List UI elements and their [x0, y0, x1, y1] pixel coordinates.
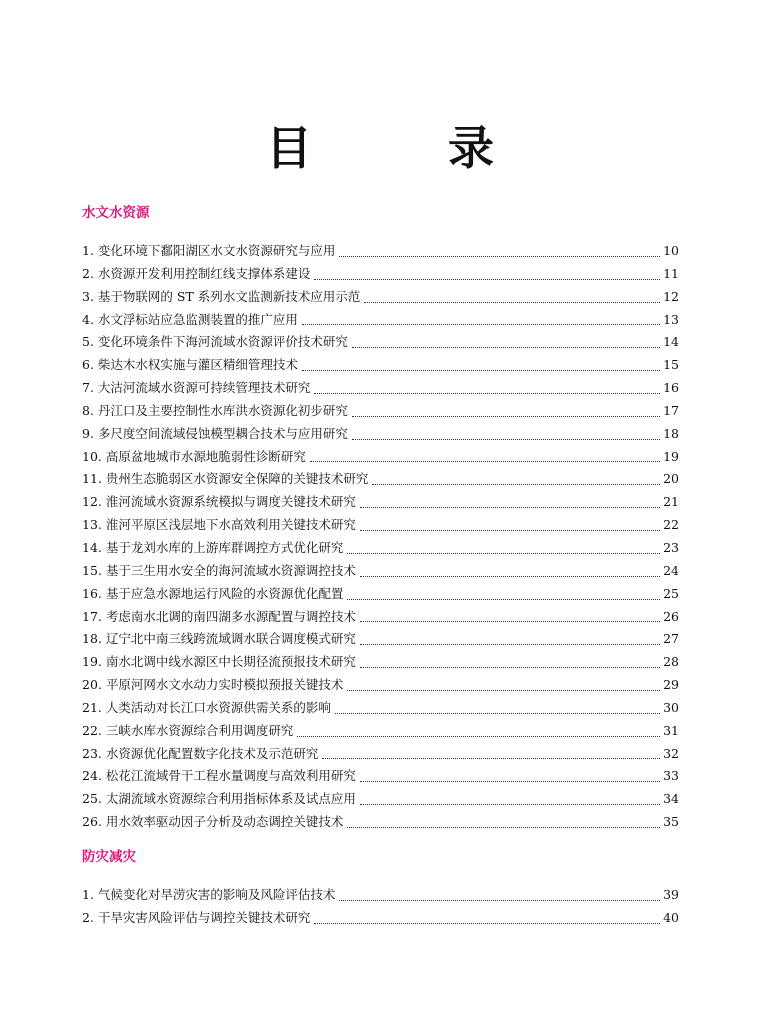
toc-entry-title: 1. 变化环境下鄱阳湖区水文水资源研究与应用: [82, 243, 336, 258]
toc-entry-title: 5. 变化环境条件下海河流域水资源评价技术研究: [82, 334, 348, 350]
dot-leader: [347, 690, 660, 691]
toc-entry[interactable]: [82, 811, 679, 834]
toc-entry-page-number: 12: [663, 288, 679, 304]
toc-entry[interactable]: [82, 514, 679, 537]
toc-entry-page-number: 28: [663, 654, 679, 670]
toc-entry-title: 21. 人类活动对长江口水资源供需关系的影响: [82, 699, 331, 715]
toc-entry[interactable]: [82, 651, 679, 674]
dot-leader: [339, 900, 660, 901]
toc-entry[interactable]: [82, 884, 679, 907]
toc-entry[interactable]: [82, 560, 679, 583]
toc-entry[interactable]: [82, 720, 679, 743]
toc-entry-title: 8. 丹江口及主要控制性水库洪水资源化初步研究: [82, 402, 348, 418]
dot-leader: [302, 324, 660, 325]
toc-entry-title: 1. 气候变化对旱涝灾害的影响及风险评估技术: [82, 887, 336, 902]
toc-entry[interactable]: [82, 309, 679, 332]
toc-entry[interactable]: [82, 263, 679, 286]
toc-entry-page-number: 35: [663, 814, 679, 830]
toc-entry-page-number: 19: [663, 448, 679, 464]
dot-leader: [360, 621, 660, 622]
toc-entry-title: 13. 淮河平原区浅层地下水高效利用关键技术研究: [82, 517, 356, 533]
toc-entry-title: 10. 高原盆地城市水源地脆弱性诊断研究: [82, 448, 306, 464]
dot-leader: [360, 644, 660, 645]
toc-entry-title: 22. 三峡水库水资源综合利用调度研究: [82, 722, 294, 738]
toc-entry[interactable]: [82, 628, 679, 651]
toc-entry-title: 2. 干旱灾害风险评估与调控关键技术研究: [82, 909, 311, 925]
toc-entry[interactable]: [82, 286, 679, 309]
toc-entry-title: 19. 南水北调中线水源区中长期径流预报技术研究: [82, 654, 356, 670]
toc-entry-title: 26. 用水效率驱动因子分析及动态调控关键技术: [82, 814, 344, 830]
dot-leader: [364, 302, 660, 303]
toc-entry[interactable]: [82, 788, 679, 811]
section-heading-disaster-prevention: 防灾减灾: [82, 849, 136, 865]
toc-entry-title: 12. 淮河流域水资源系统模拟与调度关键技术研究: [82, 494, 356, 510]
toc-entry-page-number: 39: [663, 887, 679, 902]
toc-entry-title: 4. 水文浮标站应急监测装置的推广应用: [82, 311, 298, 327]
toc-entry-title: 23. 水资源优化配置数字化技术及示范研究: [82, 745, 319, 761]
dot-leader: [335, 713, 660, 714]
dot-leader: [314, 393, 660, 394]
dot-leader: [360, 781, 660, 782]
toc-entry-page-number: 17: [663, 402, 679, 418]
toc-entry[interactable]: [82, 423, 679, 446]
toc-entry-title: 20. 平原河网水文水动力实时模拟预报关键技术: [82, 677, 344, 693]
dot-leader: [360, 804, 660, 805]
dot-leader: [310, 461, 660, 462]
toc-entry-page-number: 14: [663, 334, 679, 350]
toc-entry-page-number: 33: [663, 768, 679, 784]
toc-entry-title: 9. 多尺度空间流域侵蚀模型耦合技术与应用研究: [82, 425, 348, 441]
toc-entry-title: 6. 柴达木水权实施与灌区精细管理技术: [82, 357, 298, 373]
toc-entry[interactable]: [82, 537, 679, 560]
toc-entry-title: 18. 辽宁北中南三线跨流域调水联合调度模式研究: [82, 631, 356, 647]
toc-entry[interactable]: [82, 400, 679, 423]
toc-entry-page-number: 29: [663, 677, 679, 693]
section-heading-water-resources: 水文水资源: [82, 205, 150, 221]
toc-entry-page-number: 23: [663, 539, 679, 555]
toc-entry[interactable]: [82, 674, 679, 697]
toc-entry-page-number: 30: [663, 699, 679, 715]
toc-entry-page-number: 27: [663, 631, 679, 647]
dot-leader: [360, 507, 660, 508]
toc-entry-title: 15. 基于三生用水安全的海河流域水资源调控技术: [82, 562, 356, 578]
dot-leader: [360, 576, 660, 577]
toc-entry[interactable]: [82, 331, 679, 354]
dot-leader: [314, 923, 660, 924]
dot-leader: [372, 484, 660, 485]
toc-entry-page-number: 16: [663, 380, 679, 396]
toc-entry-title: 25. 太湖流域水资源综合利用指标体系及试点应用: [82, 791, 356, 807]
toc-entry[interactable]: [82, 697, 679, 720]
dot-leader: [297, 736, 660, 737]
toc-entry-page-number: 11: [663, 265, 679, 281]
dot-leader: [347, 599, 660, 600]
toc-entry-page-number: 22: [663, 517, 679, 533]
dot-leader: [322, 758, 660, 759]
toc-entry-page-number: 15: [663, 357, 679, 373]
dot-leader: [339, 256, 660, 257]
toc-entry-title: 11. 贵州生态脆弱区水资源安全保障的关键技术研究: [82, 471, 369, 487]
dot-leader: [347, 827, 660, 828]
toc-list-disaster-prevention: [82, 884, 679, 930]
toc-entry-page-number: 10: [663, 243, 679, 258]
toc-entry-title: 24. 松花江流域骨干工程水量调度与高效利用研究: [82, 768, 356, 784]
toc-entry-page-number: 25: [663, 585, 679, 601]
toc-entry-page-number: 40: [663, 909, 679, 925]
toc-entry-page-number: 32: [663, 745, 679, 761]
toc-list-water-resources: [82, 240, 679, 834]
toc-entry-title: 7. 大沽河流域水资源可持续管理技术研究: [82, 380, 311, 396]
toc-entry[interactable]: [82, 765, 679, 788]
toc-entry[interactable]: [82, 907, 679, 930]
toc-entry[interactable]: [82, 377, 679, 400]
toc-entry[interactable]: [82, 606, 679, 629]
toc-entry[interactable]: [82, 240, 679, 263]
dot-leader: [314, 279, 660, 280]
toc-entry-page-number: 34: [663, 791, 679, 807]
toc-entry[interactable]: [82, 743, 679, 766]
toc-entry-title: 14. 基于龙刘水库的上游库群调控方式优化研究: [82, 539, 344, 555]
toc-entry[interactable]: [82, 491, 679, 514]
toc-entry-page-number: 21: [663, 494, 679, 510]
toc-entry-title: 17. 考虑南水北调的南四湖多水源配置与调控技术: [82, 608, 356, 624]
toc-entry-page-number: 26: [663, 608, 679, 624]
toc-entry-page-number: 20: [663, 471, 679, 487]
dot-leader: [302, 370, 660, 371]
toc-entry[interactable]: [82, 354, 679, 377]
dot-leader: [352, 416, 660, 417]
toc-entry[interactable]: [82, 446, 679, 469]
dot-leader: [347, 553, 660, 554]
dot-leader: [360, 530, 660, 531]
toc-entry-title: 3. 基于物联网的 ST 系列水文监测新技术应用示范: [82, 288, 361, 304]
page-title: 目 录: [265, 121, 554, 175]
toc-entry-title: 2. 水资源开发利用控制红线支撑体系建设: [82, 265, 311, 281]
dot-leader: [352, 347, 660, 348]
toc-entry-page-number: 24: [663, 562, 679, 578]
toc-entry[interactable]: [82, 583, 679, 606]
toc-entry[interactable]: [82, 468, 679, 491]
dot-leader: [360, 667, 660, 668]
toc-entry-title: 16. 基于应急水源地运行风险的水资源优化配置: [82, 585, 344, 601]
toc-entry-page-number: 31: [663, 722, 679, 738]
dot-leader: [352, 439, 660, 440]
toc-entry-page-number: 18: [663, 425, 679, 441]
toc-entry-page-number: 13: [663, 311, 679, 327]
